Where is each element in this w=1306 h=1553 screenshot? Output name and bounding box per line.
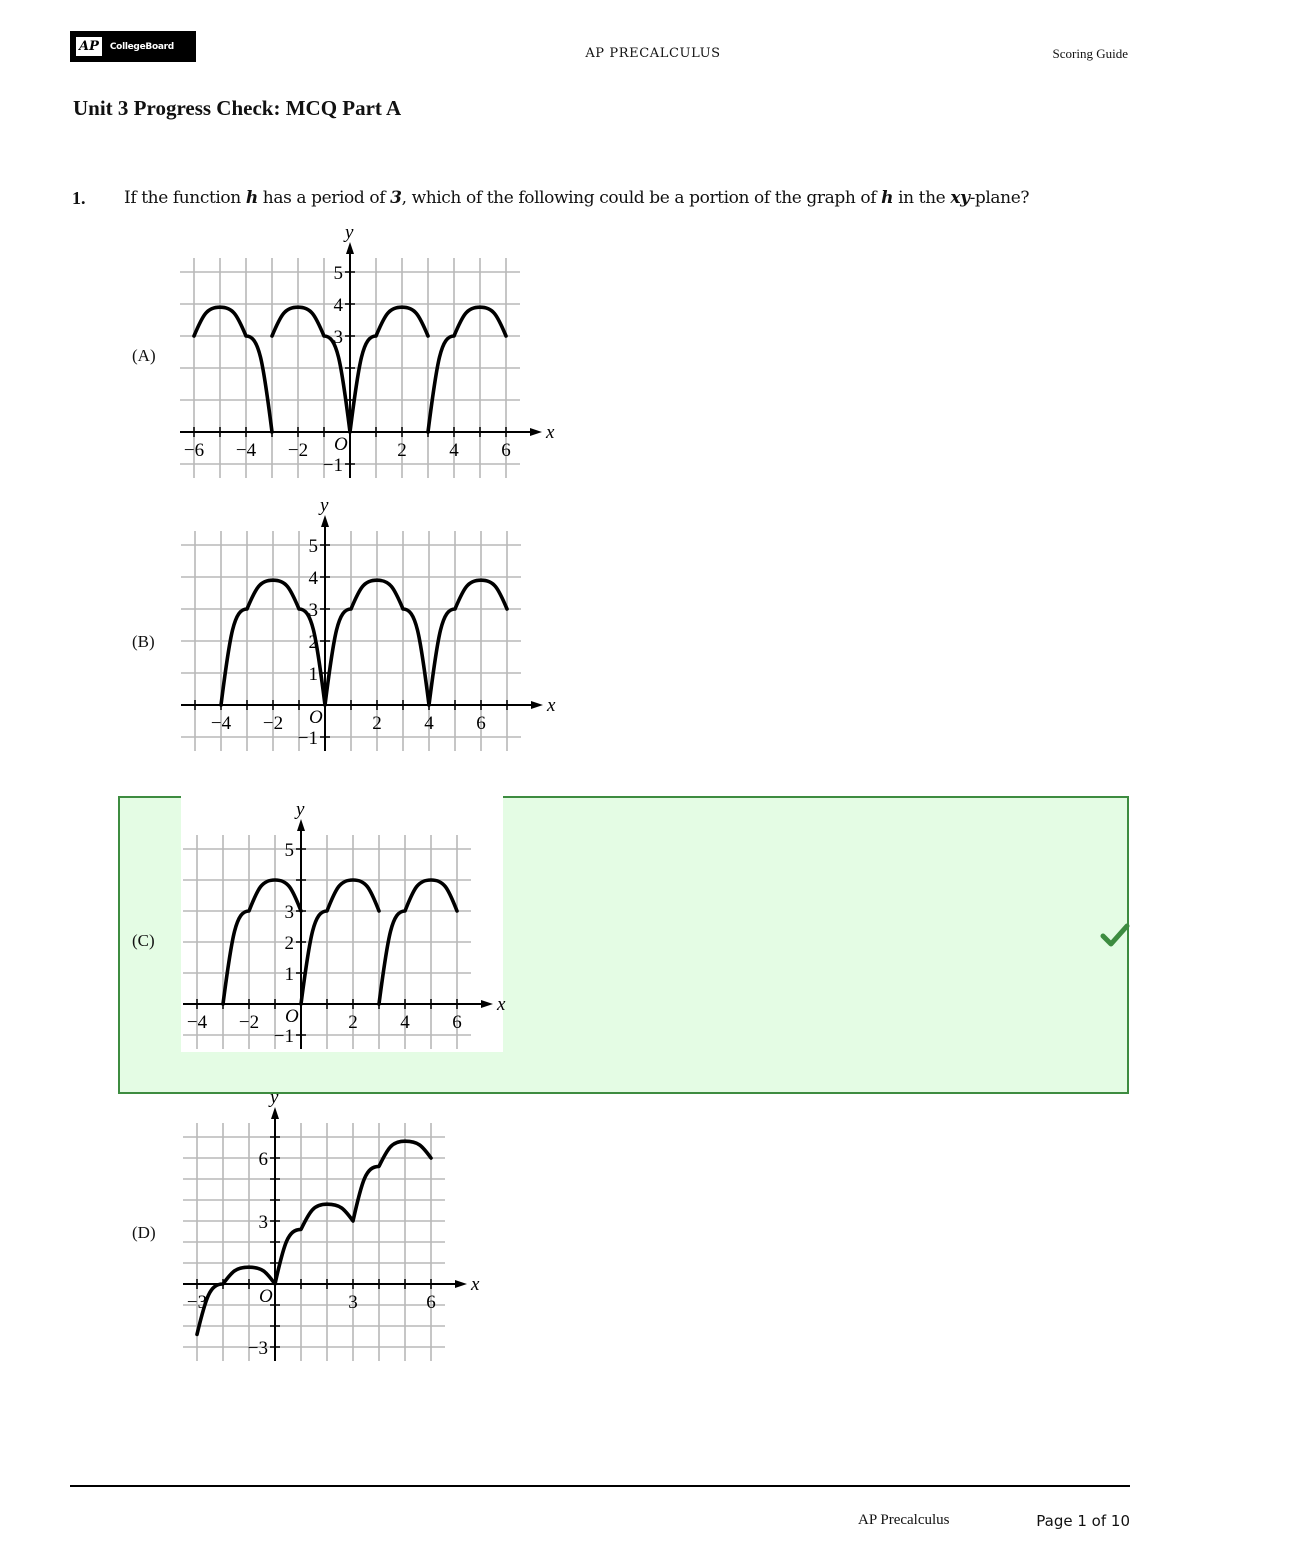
x-tick-label: −4: [210, 713, 232, 734]
question-period-value: 3: [390, 188, 402, 208]
x-tick-label: 2: [372, 713, 382, 734]
y-axis-label: y: [345, 222, 354, 243]
y-tick-label: 5: [284, 840, 294, 861]
y-tick-label: −3: [247, 1338, 268, 1359]
choice-label-d[interactable]: (D): [132, 1223, 156, 1242]
graph-choice-b[interactable]: [178, 496, 558, 758]
choice-label-c[interactable]: (C): [132, 931, 155, 950]
y-tick-label: 5: [308, 536, 318, 557]
x-tick-label: −2: [262, 713, 284, 734]
x-tick-label: 2: [348, 1012, 358, 1033]
header-scoring-guide: Scoring Guide: [1052, 46, 1128, 61]
x-tick-label: 6: [426, 1292, 436, 1313]
x-tick-label: 3: [348, 1292, 358, 1313]
y-tick-label: 1: [308, 664, 318, 685]
origin-label: O: [259, 1286, 273, 1307]
question-text-part: , which of the following could be a portion of the graph of: [401, 188, 882, 208]
x-tick-label: −4: [186, 1012, 208, 1033]
x-tick-label: 6: [476, 713, 486, 734]
y-tick-label: 2: [284, 933, 294, 954]
x-tick-label: 4: [449, 440, 459, 461]
question-text-part: in the: [893, 188, 951, 208]
question-text-part: -plane?: [969, 188, 1030, 208]
x-tick-label: −3: [186, 1292, 208, 1313]
x-axis-label: x: [497, 994, 506, 1015]
x-axis-label: x: [546, 422, 555, 443]
x-axis-label: x: [547, 695, 556, 716]
y-tick-label: 3: [333, 327, 343, 348]
choice-label-b[interactable]: (B): [132, 632, 155, 651]
header-course: AP PRECALCULUS: [585, 46, 721, 61]
question-var-h: h: [245, 188, 258, 208]
x-tick-label: 2: [397, 440, 407, 461]
x-tick-label: 4: [424, 713, 434, 734]
x-tick-label: −2: [238, 1012, 260, 1033]
x-tick-label: −4: [235, 440, 257, 461]
graph-choice-a[interactable]: [178, 222, 558, 484]
y-axis-arrow: [297, 819, 305, 831]
y-axis-arrow: [321, 515, 329, 527]
question-text-part: If the function: [124, 188, 246, 208]
y-tick-label: 1: [284, 964, 294, 985]
y-tick-label: 4: [308, 568, 318, 589]
x-axis-label: x: [471, 1274, 480, 1295]
question-text-part: has a period of: [257, 188, 391, 208]
y-tick-label: −1: [297, 728, 318, 749]
x-axis-arrow: [481, 1000, 493, 1008]
footer-page-number: Page 1 of 10: [1036, 1512, 1130, 1530]
y-axis-arrow: [271, 1107, 279, 1119]
question-text: [124, 188, 1029, 208]
footer-course: AP Precalculus: [858, 1512, 950, 1528]
y-axis-label: y: [270, 1087, 279, 1108]
origin-label: O: [309, 707, 323, 728]
x-axis-arrow: [531, 701, 543, 709]
x-tick-label: 6: [501, 440, 511, 461]
y-tick-label: 6: [258, 1149, 268, 1170]
y-tick-label: 5: [333, 263, 343, 284]
y-tick-label: 2: [308, 632, 318, 653]
y-tick-label: 3: [308, 600, 318, 621]
footer-divider: [70, 1485, 1130, 1487]
y-axis-arrow: [346, 242, 354, 254]
graph-choice-d[interactable]: [178, 1087, 480, 1366]
y-tick-label: 4: [333, 295, 343, 316]
function-curve-h: [221, 580, 507, 705]
origin-label: O: [334, 434, 348, 455]
choice-label-a[interactable]: (A): [132, 346, 156, 365]
page-title: Unit 3 Progress Check: MCQ Part A: [73, 96, 402, 120]
x-axis-arrow: [455, 1280, 467, 1288]
x-tick-label: −6: [183, 440, 205, 461]
x-axis-arrow: [530, 428, 542, 436]
y-axis-label: y: [296, 799, 305, 820]
question-number: 1.: [72, 188, 86, 208]
logo-ap-text: AP: [76, 37, 102, 56]
question-var-xy: xy: [950, 188, 970, 208]
origin-label: O: [285, 1006, 299, 1027]
y-tick-label: 3: [258, 1212, 268, 1233]
graph-choice-c[interactable]: [178, 796, 508, 1058]
question-var-h: h: [881, 188, 894, 208]
logo-org-text: CollegeBoard: [109, 41, 174, 52]
y-tick-label: −1: [273, 1026, 294, 1047]
y-tick-label: 3: [284, 902, 294, 923]
y-tick-label: −1: [322, 455, 343, 476]
x-tick-label: −2: [287, 440, 309, 461]
x-tick-label: 4: [400, 1012, 410, 1033]
x-tick-label: 6: [452, 1012, 462, 1033]
y-axis-label: y: [320, 495, 329, 516]
checkmark-icon: [1100, 922, 1130, 948]
